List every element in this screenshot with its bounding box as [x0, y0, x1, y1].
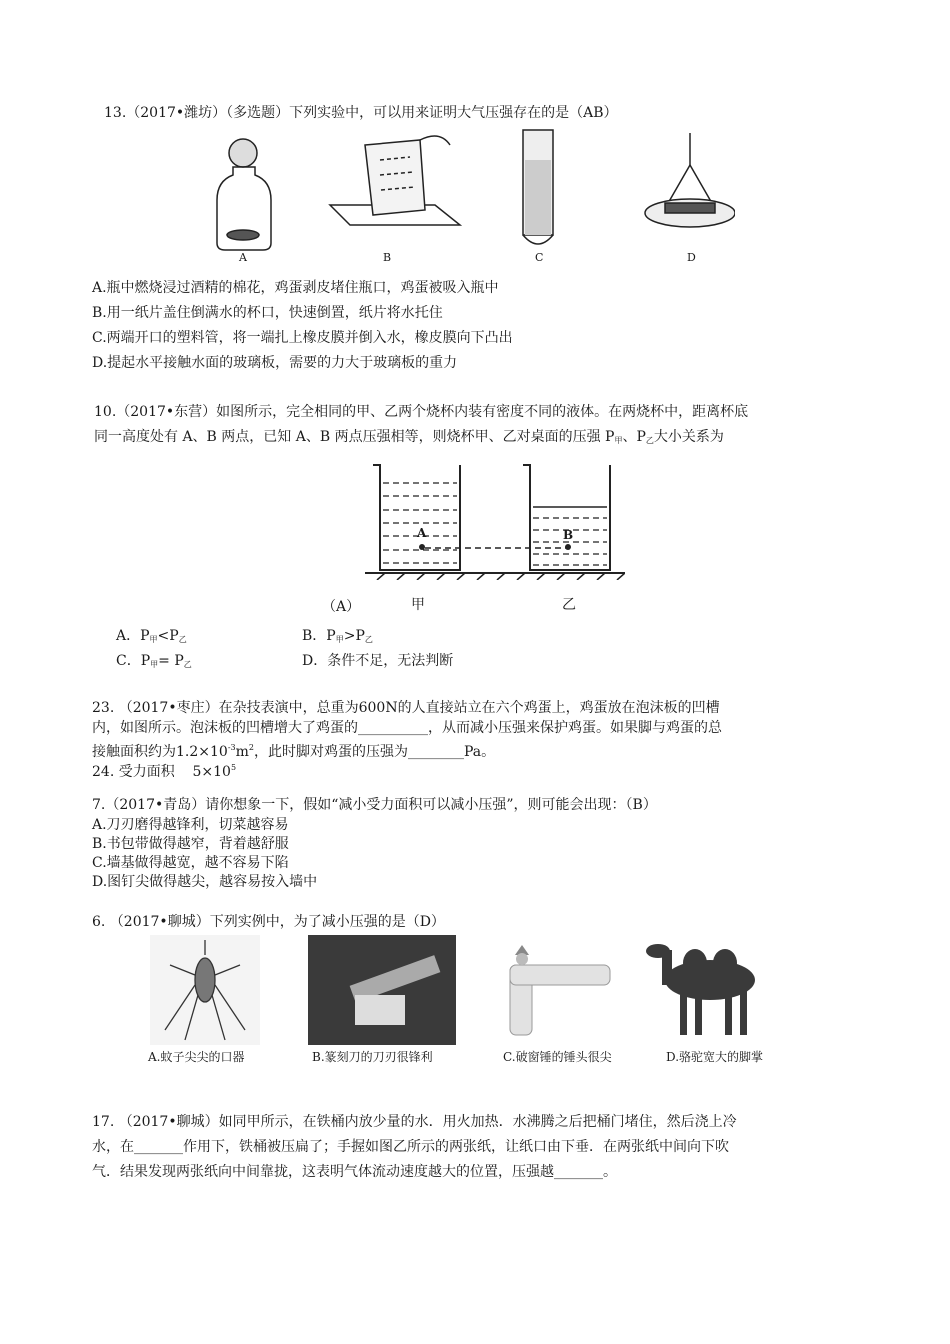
- window-hammer-icon: [510, 945, 610, 1035]
- q13-fig-label-d: D: [687, 251, 696, 264]
- q13-option-b: B.用一纸片盖住倒满水的杯口，快速倒置，纸片将水托住: [92, 305, 443, 321]
- mosquito-icon: [150, 935, 260, 1045]
- q13-stem: 13.（2017•潍坊）（多选题）下列实验中，可以用来证明大气压强存在的是（AB）: [104, 105, 618, 121]
- point-a-label: A: [417, 526, 427, 540]
- q23-answer: 24. 受力面积 $5\times 10^5$: [92, 763, 237, 780]
- plate-dish-icon: [645, 133, 735, 227]
- q10-option-a: A．$P_甲<P_乙$: [116, 628, 187, 644]
- jar-egg-icon: [217, 139, 271, 250]
- carving-knife-icon: [308, 935, 456, 1045]
- q6-caption-d: D.骆驼宽大的脚掌: [666, 1050, 764, 1064]
- cup-paper-icon: [330, 136, 460, 225]
- q17-line1: 17. （2017•聊城）如同甲所示，在铁桶内放少量的水．用火加热．水沸腾之后把桶门堵住，然后浇上冷: [92, 1114, 737, 1130]
- camel-icon: [646, 944, 755, 1035]
- q6-caption-b: B.篆刻刀的刀刃很锋利: [312, 1050, 433, 1064]
- q7-option-a: A.刀刃磨得越锋利，切菜越容易: [92, 817, 289, 833]
- q13-figure: [205, 125, 735, 265]
- label-yi: 乙: [562, 597, 576, 613]
- q6-figure: [150, 935, 770, 1045]
- q7-option-b: B.书包带做得越窄，背着越舒服: [92, 836, 289, 852]
- q23-line2: 内，如图所示。泡沫板的凹槽增大了鸡蛋的__________，从而减小压强来保护鸡蛋。如果脚与鸡蛋的总: [92, 720, 722, 736]
- q13-option-c: C.两端开口的塑料管，将一端扎上橡皮膜并倒入水，橡皮膜向下凸出: [92, 330, 513, 346]
- q17-line3: 气．结果发现两张纸向中间靠拢，这表明气体流动速度越大的位置，压强越_______。: [92, 1164, 617, 1180]
- q13-option-a: A.瓶中燃烧浸过酒精的棉花，鸡蛋剥皮堵住瓶口，鸡蛋被吸入瓶中: [92, 280, 499, 296]
- q10-line1: 10.（2017•东营）如图所示，完全相同的甲、乙两个烧杯内装有密度不同的液体。在两烧杯中，距离杯底: [94, 404, 749, 420]
- q13-fig-label-c: C: [535, 251, 544, 264]
- beaker-jia: [373, 465, 460, 570]
- label-jia: 甲: [411, 597, 425, 613]
- q10-line2: 同一高度处有 A、B 两点，已知 A、B 两点压强相等，则烧杯甲、乙对桌面的压强 $P_甲$、$P_乙$大小关系为: [94, 429, 724, 445]
- q6-stem: 6. （2017•聊城）下列实例中，为了减小压强的是（D）: [92, 914, 445, 930]
- q7-stem: 7.（2017•青岛）请你想象一下，假如“减小受力面积可以减小压强”，则可能会出现：（B）: [92, 797, 657, 813]
- q17-line2: 水，在_______作用下，铁桶被压扁了；手握如图乙所示的两张纸，让纸口由下垂．在两张纸中间向下吹: [92, 1139, 729, 1155]
- q13-option-d: D.提起水平接触水面的玻璃板，需要的力大于玻璃板的重力: [92, 355, 458, 371]
- q6-caption-c: C.破窗锤的锤头很尖: [503, 1050, 612, 1064]
- tube-membrane-icon: [523, 130, 553, 244]
- q10-answer: （A）: [322, 599, 361, 615]
- q6-caption-a: A.蚊子尖尖的口器: [148, 1050, 245, 1064]
- q23-line3: 接触面积约为$1.2\times 10^{-3}m^2$，此时脚对鸡蛋的压强为________Pa。: [92, 743, 496, 760]
- point-b-label: B: [563, 528, 574, 542]
- beakers-figure: [365, 460, 625, 580]
- q13-fig-label-a: A: [239, 251, 247, 264]
- q7-option-c: C.墙基做得越宽，越不容易下陷: [92, 855, 289, 871]
- q7-option-d: D.图钉尖做得越尖，越容易按入墙中: [92, 874, 318, 890]
- q10-option-d: D．条件不足，无法判断: [302, 653, 454, 669]
- q13-fig-label-b: B: [383, 251, 392, 264]
- q23-line1: 23. （2017•枣庄）在杂技表演中，总重为600N的人直接站立在六个鸡蛋上，鸡蛋放在泡沫板的凹槽: [92, 700, 720, 716]
- q10-option-c: C．$P_甲= P_乙$: [116, 653, 192, 669]
- q10-option-b: B．$P_甲>P_乙$: [302, 628, 373, 644]
